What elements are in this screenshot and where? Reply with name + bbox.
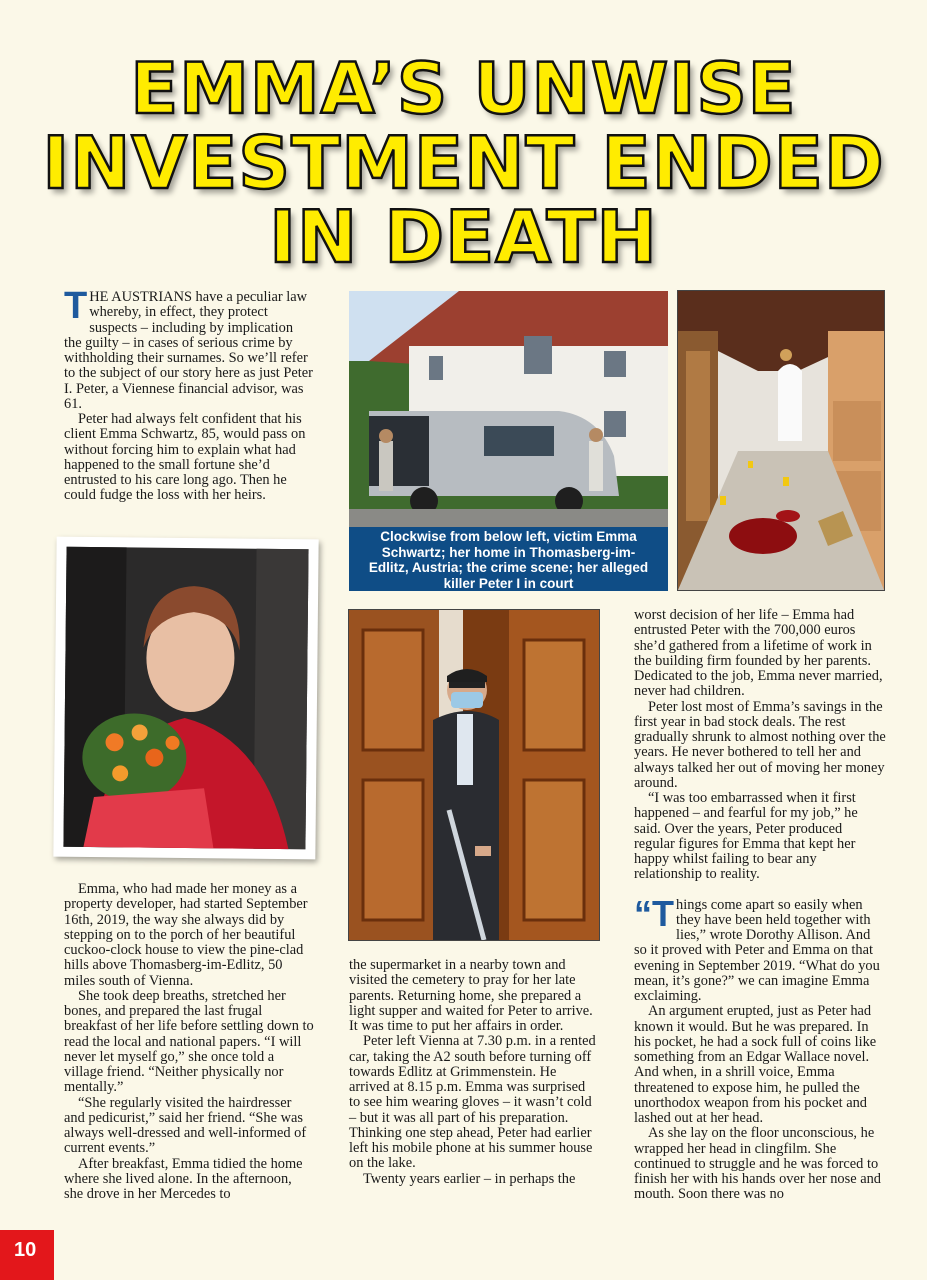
column-1-bottom-text — [64, 882, 314, 1202]
column-3-text — [634, 608, 886, 1203]
paragraph: Peter lost most of Emma’s savings in the first year in bad stock deals. The rest gradually shrunk to almost nothing over the years. He never bothered to tell her and always talked her out of moving her money around. — [634, 698, 886, 791]
paragraph: Peter left Vienna at 7.30 p.m. in a rented car, taking the A2 south before turning off towards Edlitz at Grimmenstein. He arrived at 8.15 p.m. Emma was surprised to see him wearing gloves – it wasn’t cold – but it was all part of his preparation. Thinking one step ahead, Peter had earlier left his mobile phone at his summer house on the lake. — [349, 1033, 596, 1172]
photo-emma-house — [349, 291, 668, 527]
page-number: 10 — [0, 1230, 54, 1280]
paragraph: After breakfast, Emma tidied the home where she lived alone. In the afternoon, she drove in her Mercedes to — [64, 1155, 303, 1202]
photo-emma-portrait — [53, 537, 318, 860]
column-2-text — [349, 958, 599, 1187]
headline — [0, 48, 927, 279]
photo-crime-scene — [678, 291, 884, 590]
paragraph: As she lay on the floor unconscious, he wrapped her head in clingfilm. She continued to struggle and he was forced to finish her with his hands over her nose and mouth. Soon there was no — [634, 1125, 881, 1203]
photo-peter-in-court — [349, 610, 599, 940]
paragraph: Peter had always felt confident that his client Emma Schwartz, 85, would pass on without forcing him to explain what had happened to the small fortune she’d entrusted to his care long ago. Then he could fudge the loss with her heirs. — [64, 411, 306, 504]
photo-caption: Clockwise from below left, victim Emma Schwartz; her home in Thomasberg-im- Edlitz, Austria; the crime scene; her alleged killer Peter I in court — [349, 527, 668, 591]
column-1-top-text — [64, 285, 314, 504]
paragraph: “I was too embarrassed when it first happened – and fearful for my job,” he said. Over the years, Peter produced regular figures for Emma that kept her happy whilst failing to bear any relationship to reality. — [634, 790, 858, 883]
paragraph: She took deep breaths, stretched her bones, and prepared the last frugal breakfast of her life before settling down to read the local and national papers. “I will never let myself go,” she once told a village friend. “Neither physically nor mentally.” — [64, 987, 314, 1096]
headline-line-2: INVESTMENT ENDED — [42, 121, 885, 205]
headline-line-3: IN DEATH — [269, 195, 658, 279]
quote-drop-cap: “T — [634, 892, 674, 934]
drop-cap: T — [64, 285, 88, 327]
paragraph: “She regularly visited the hairdresser and pedicurist,” said her friend. “She was always well-dressed and well-informed of current events.” — [64, 1094, 307, 1157]
headline-line-1: EMMA’S UNWISE — [130, 48, 797, 130]
paragraph: An argument erupted, just as Peter had known it would. But he was prepared. In his pocket, he had a sock full of coins like something from an Edgar Wallace novel. And when, in a shrill voice, Emma threatened to expose him, he pulled the unorthodox weapon from his pocket and lashed out at her head. — [634, 1003, 877, 1126]
paragraph: Twenty years earlier – in perhaps the — [363, 1170, 576, 1187]
paragraph: HE AUSTRIANS have a peculiar law whereby, in effect, they protect suspects – including by implication the guilty – in cases of serious crime by withholding their surnames. So we’ll refer to the subject of our story here as just Peter I. Peter, a Viennese financial advisor, was 61. — [64, 289, 313, 412]
paragraph: worst decision of her life – Emma had entrusted Peter with the 700,000 euros she’d gathered from a lifetime of work in the building firm founded by her parents. Dedicated to the job, Emma never married, never had children. — [634, 607, 883, 700]
paragraph: hings come apart so easily when they have been held together with lies,” wrote Dorothy Allison. And so it proved with Peter and Emma on that evening in September 2019. “What do you mean, it’s gone?” we can imagine Emma exclaiming. — [634, 896, 880, 1004]
paragraph: Emma, who had made her money as a property developer, had started September 16th, 2019, the way she always did by stepping on to the porch of her beautiful cuckoo-clock house to view the pine-clad hills above Thomasberg-im-Edlitz, 50 miles south of Vienna. — [64, 881, 308, 989]
emma-portrait-image — [53, 537, 318, 860]
paragraph: the supermarket in a nearby town and visited the cemetery to pray for her late parents. Returning home, she prepared a light supper and waited for Peter to arrive. It was time to put her affairs in order. — [349, 957, 593, 1034]
